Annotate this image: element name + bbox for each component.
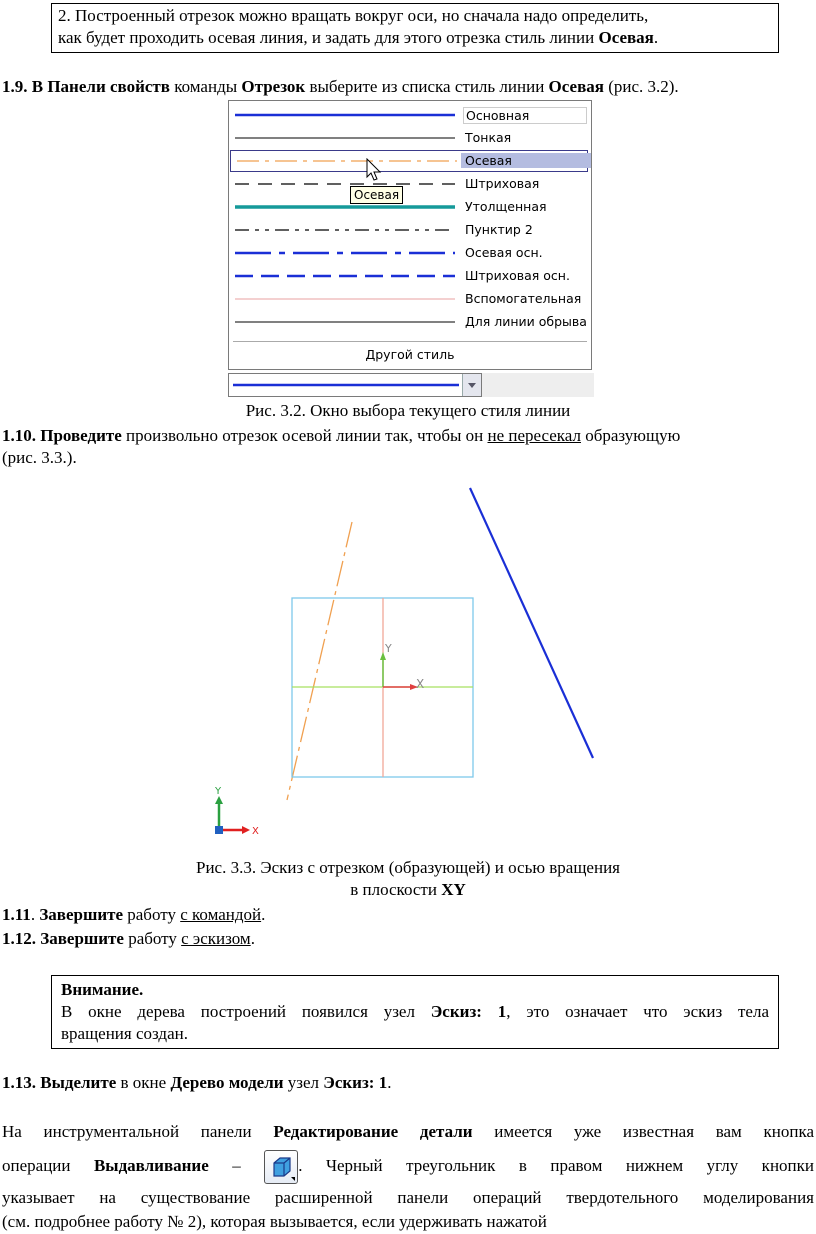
step-bold: Осевая — [548, 77, 604, 96]
line-style-combobox[interactable] — [228, 373, 482, 397]
step-bold: Завершите — [39, 905, 124, 924]
line-sample — [233, 219, 457, 241]
step-number: 1.11 — [2, 905, 31, 924]
caption-line-2 — [0, 879, 816, 901]
step-text: . — [261, 905, 266, 924]
style-label: Штриховая — [465, 176, 540, 191]
step-number: 1.12. — [2, 929, 36, 948]
note-text-end: . — [653, 28, 659, 47]
style-label: Для линии обрыва — [465, 314, 587, 329]
note-text: как будет проходить осевая линия, и задать для этого отрезка стиль линии — [58, 28, 599, 47]
step-text: (рис. 3.2). — [603, 77, 679, 96]
generatrix-line — [470, 488, 593, 758]
step-bold: В Панели свойств — [31, 77, 170, 96]
global-x-label: X — [252, 826, 259, 837]
separator — [233, 341, 587, 342]
extrusion-icon[interactable] — [264, 1150, 298, 1184]
attention-text: , это означает что эскиз тела — [506, 1002, 770, 1021]
step-text: работу — [123, 929, 182, 948]
style-label: Осевая — [461, 153, 591, 168]
style-option-axis[interactable] — [230, 150, 588, 172]
style-option-break-line[interactable] — [229, 311, 591, 333]
paragraph-line-1 — [2, 1120, 814, 1144]
style-option-dashed[interactable] — [229, 173, 591, 195]
step-text-line2: (рис. 3.3.). — [2, 448, 77, 467]
step-bold: Завершите — [36, 929, 124, 948]
step-text: узел — [283, 1073, 324, 1092]
global-y-label: Y — [215, 786, 222, 797]
attention-box — [51, 975, 779, 1049]
step-underline: с эскизом — [181, 929, 251, 948]
step-1-11 — [2, 904, 265, 926]
caption-line-1: Рис. 3.3. Эскиз с отрезком (образующей) и осью вращения — [196, 858, 620, 877]
para-text: операции — [2, 1156, 94, 1175]
tooltip: Осевая — [350, 186, 403, 204]
attention-bold: Эскиз: 1 — [430, 1002, 507, 1021]
note-bold: Осевая — [598, 28, 654, 47]
style-label: Пунктир 2 — [465, 222, 533, 237]
step-1-10 — [2, 425, 680, 469]
step-number: 1.13. — [2, 1073, 36, 1092]
mouse-cursor-icon — [366, 158, 382, 182]
attention-line-1 — [61, 1001, 769, 1023]
step-bold: Проведите — [40, 426, 122, 445]
paragraph — [2, 1120, 814, 1234]
style-label: Основная — [463, 107, 587, 124]
line-sample — [235, 151, 459, 171]
style-label: Штриховая осн. — [465, 268, 570, 283]
step-1-13 — [2, 1072, 391, 1094]
step-number: 1.10. — [2, 426, 36, 445]
line-sample — [233, 265, 457, 287]
style-option-thick[interactable] — [229, 196, 591, 218]
style-option-thin[interactable] — [229, 127, 591, 149]
step-1-9 — [2, 76, 679, 98]
other-style-button[interactable]: Другой стиль — [365, 347, 455, 362]
figure-caption-3-3 — [0, 857, 816, 901]
figure-caption-3-2: Рис. 3.2. Окно выбора текущего стиля линии — [245, 401, 571, 420]
note-box — [51, 3, 779, 53]
line-sample — [233, 242, 457, 264]
step-text: . — [30, 905, 40, 924]
style-option-axis-main[interactable] — [229, 242, 591, 264]
style-option-auxiliary[interactable] — [229, 288, 591, 310]
step-text: образующую — [580, 426, 681, 445]
style-option-main[interactable] — [229, 104, 591, 126]
toolbar-strip — [482, 373, 594, 397]
step-underline: не пересекал — [487, 426, 581, 445]
step-underline: с командой — [180, 905, 262, 924]
line-sample — [233, 173, 457, 195]
current-line-sample — [231, 374, 461, 396]
attention-text: В окне дерева построений появился узел — [61, 1002, 431, 1021]
note-line-1: 2. Построенный отрезок можно вращать вокруг оси, но сначала надо определить, — [58, 6, 649, 25]
para-text: . Черный треугольник в правом нижнем углу кнопки — [298, 1156, 814, 1175]
axis-of-rotation — [287, 522, 352, 800]
paragraph-line-3: указывает на существование расширенной панели операций твердотельного моделирования — [2, 1188, 814, 1207]
caption-bold: XY — [441, 880, 466, 899]
step-bold: Эскиз: 1 — [323, 1073, 388, 1092]
sketch-figure — [200, 480, 620, 840]
step-text: работу — [123, 905, 181, 924]
para-bold: Выдавливание — [93, 1156, 209, 1175]
line-sample — [233, 127, 457, 149]
paragraph-line-4: (см. подробнее работу № 2), которая вызывается, если удерживать нажатой — [2, 1212, 547, 1231]
para-text: имеется уже известная вам кнопка — [472, 1122, 814, 1141]
attention-line-2: вращения создан. — [61, 1024, 188, 1043]
line-sample — [233, 104, 457, 126]
para-text: – — [208, 1156, 241, 1175]
style-option-dashdot2[interactable] — [229, 219, 591, 241]
line-style-dropdown — [228, 100, 592, 370]
step-bold: Выделите — [36, 1073, 117, 1092]
style-label: Тонкая — [465, 130, 512, 145]
step-text: произвольно отрезок осевой линии так, чтобы он — [121, 426, 488, 445]
step-text: команды — [169, 77, 242, 96]
step-1-12 — [2, 928, 255, 950]
attention-title — [61, 979, 769, 1001]
line-sample — [233, 196, 457, 218]
step-text: . — [387, 1073, 392, 1092]
origin-x-label: X — [416, 677, 425, 691]
line-sample — [233, 288, 457, 310]
step-text: выберите из списка стиль линии — [305, 77, 549, 96]
style-option-dashed-main[interactable] — [229, 265, 591, 287]
note-line-2 — [58, 27, 778, 49]
para-text: На инструментальной панели — [2, 1122, 274, 1141]
step-text: в окне — [116, 1073, 171, 1092]
style-label: Вспомогательная — [465, 291, 582, 306]
para-bold: Редактирование детали — [273, 1122, 473, 1141]
style-label: Осевая осн. — [465, 245, 543, 260]
step-bold: Отрезок — [241, 77, 306, 96]
caption-text: в плоскости — [350, 880, 442, 899]
line-sample — [233, 311, 457, 333]
origin-y-label: Y — [385, 642, 392, 655]
paragraph-line-2 — [2, 1146, 814, 1186]
step-number: 1.9. — [2, 77, 28, 96]
dropdown-arrow-icon[interactable] — [462, 374, 481, 396]
step-text: . — [250, 929, 255, 948]
attention-title-text: Внимание. — [61, 980, 144, 999]
style-label: Утолщенная — [465, 199, 547, 214]
step-bold: Дерево модели — [170, 1073, 284, 1092]
